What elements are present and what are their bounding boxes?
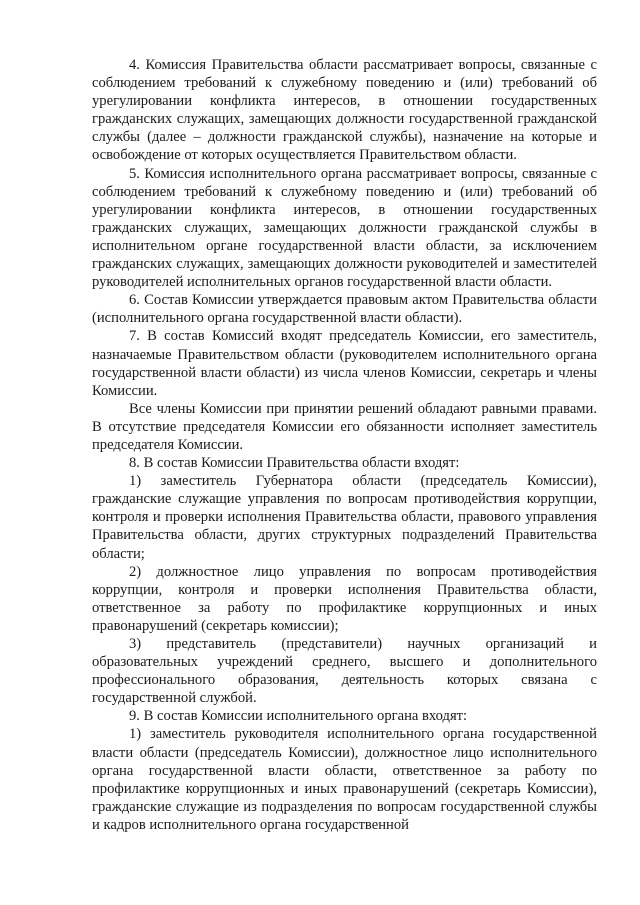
paragraph-9-item-1: 1) заместитель руководителя исполнительного органа государственной власти области (председатель Комиссии), должностное лицо исполнительного органа государственной власти области, ответственное за работу по профилактике коррупционных и иных правонарушений (секретарь Комиссии), гражданские служащие из подразделения по вопросам государственной службы и кадров исполнительного органа государственной	[92, 726, 597, 833]
document-body	[92, 56, 597, 834]
paragraph-8-item-2: 2) должностное лицо управления по вопросам противодействия коррупции, контроля и проверки исполнения Правительства области, ответственное за работу по профилактике коррупционных и иных правонарушений (секретарь комиссии);	[92, 563, 597, 634]
paragraph-7-equal-rights: Все члены Комиссии при принятии решений обладают равными правами. В отсутствие председателя Комиссии его обязанности исполняет заместитель председателя Комиссии.	[92, 400, 597, 453]
paragraph-4: 4. Комиссия Правительства области рассматривает вопросы, связанные с соблюдением требований к служебному поведению и (или) требований об урегулировании конфликта интересов, в отношении государственных гражданских служащих, замещающих должности государственной гражданской службы (далее – должности гражданской службы), назначение на которые и освобождение от которых осуществляется Правительством области.	[92, 57, 597, 164]
paragraph-8: 8. В состав Комиссии Правительства области входят:	[129, 455, 460, 472]
paragraph-5: 5. Комиссия исполнительного органа рассматривает вопросы, связанные с соблюдением требований к служебному поведению и (или) требований об урегулировании конфликта интересов, в отношении государственных гражданских служащих, замещающих должности гражданской службы в исполнительном органе государственной власти области, за исключением гражданских служащих, замещающих должности руководителей и заместителей руководителей исполнительных органов государственной власти области.	[92, 165, 597, 291]
paragraph-8-item-3: 3) представитель (представители) научных организаций и образовательных учреждений среднего, высшего и дополнительного профессионального образования, деятельность которых связана с государственной службой.	[92, 636, 597, 707]
paragraph-7: 7. В состав Комиссий входят председатель Комиссии, его заместитель, назначаемые Правительством области (руководителем исполнительного органа государственной власти области) из числа членов Комиссии, секретарь и члены Комиссии.	[92, 328, 597, 399]
paragraph-9: 9. В состав Комиссии исполнительного органа входят:	[129, 708, 468, 725]
paragraph-6: 6. Состав Комиссии утверждается правовым актом Правительства области (исполнительного органа государственной власти области).	[92, 292, 597, 327]
paragraph-8-item-1: 1) заместитель Губернатора области (председатель Комиссии), гражданские служащие управления по вопросам противодействия коррупции, контроля и проверки исполнения Правительства области, правового управления Правительства области, других структурных подразделений Правительства области;	[92, 473, 597, 562]
